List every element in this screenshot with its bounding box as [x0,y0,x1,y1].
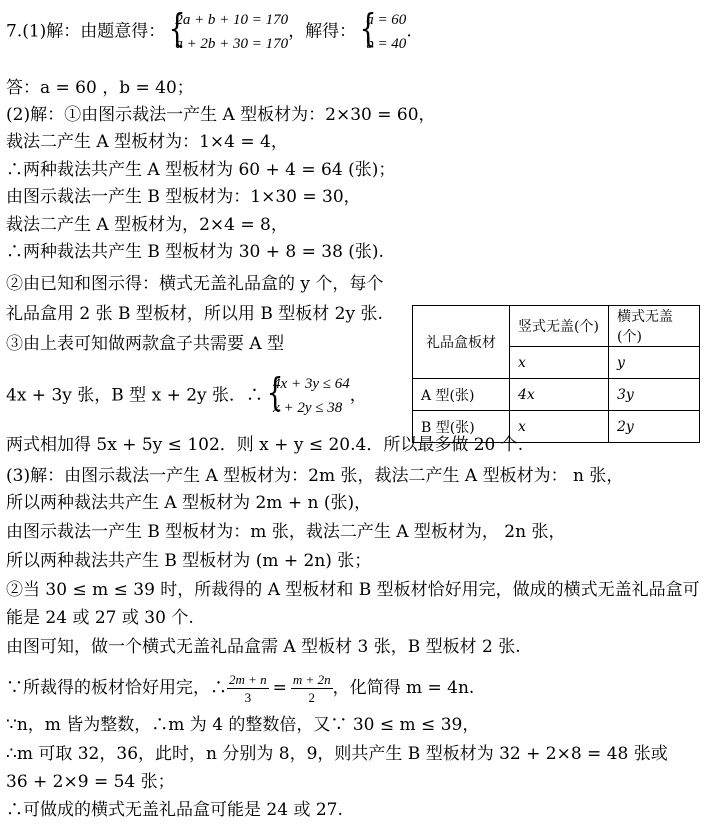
table-header-cell: 竖式无盖(个) [510,306,609,347]
line-1-text-a: 7.(1)解：由题意得： [6,21,166,42]
sys2-eq1: a = 60 [366,12,407,28]
line-24: 36 + 2×9 = 54 张； [6,772,175,792]
ineq-2: x + 2y ≤ 38 [273,400,343,416]
line-5: ∴两种裁法共产生 A 型板材为 60 + 4 = 64 (张)； [6,160,396,180]
table-cell: x [510,411,609,443]
line-13: 两式相加得 5x + 5y ≤ 102．则 x + y ≤ 20.4．所以最多做 20 个. [6,435,524,455]
line-15: 所以两种裁法共产生 A 型板材为 2m + n (张)， [6,493,372,513]
line-1 [6,8,412,56]
table-cell: 2y [609,411,700,443]
line-2: 答：a = 60 ，b = 40； [6,78,194,98]
equation-system-2: { a = 60 b = 40 [356,8,406,56]
table-cell: A 型(张) [413,379,510,411]
line-7: 裁法二产生 A 型板材为，2×4 = 8， [6,215,288,235]
table-header-cell: 横式无盖(个) [609,306,700,347]
line-21-text-a: ∵所裁得的板材恰好用完，∴ [6,678,227,698]
line-17: 所以两种裁法共产生 B 型板材为 (m + 2n) 张； [6,551,372,571]
table-cell: y [609,347,700,379]
sys1-eq2: a + 2b + 30 = 170 [175,36,289,52]
line-25: ∴可做成的横式无盖礼品盒可能是 24 或 27. [6,800,343,820]
line-12-text-a: 4x + 3y 张，B 型 x + 2y 张．∴ [6,385,264,406]
line-16: 由图示裁法一产生 B 型板材为：m 张，裁法二产生 A 型板材为， 2n 张， [6,522,566,542]
line-19: 能是 24 或 27 或 30 个. [6,608,194,628]
fraction-1-numerator: 2m + n [229,672,267,687]
fraction-2-numerator: m + 2n [292,672,331,687]
table-row [413,379,700,411]
line-6: 由图示裁法一产生 B 型板材为：1×30 = 30， [6,187,361,207]
gift-box-table [412,305,700,443]
line-12-comma: ， [349,385,367,406]
line-10: 礼品盒用 2 张 B 型板材，所以用 B 型板材 2y 张. [6,304,383,324]
line-21 [6,668,474,708]
line-3: (2)解：①由图示裁法一产生 A 型板材为：2×30 = 60， [6,105,436,125]
table-header-row [413,306,700,347]
line-9: ②由已知和图示得：横式无盖礼品盒的 y 个，每个 [6,274,384,294]
line-20: 由图可知，做一个横式无盖礼品盒需 A 型板材 3 张，B 型板材 2 张. [6,637,521,657]
table-cell: B 型(张) [413,411,510,443]
line-1-text-b: ，解得： [288,21,357,42]
line-21-text-b: ，化简得 m = 4n. [332,678,475,698]
fraction-1-denominator: 3 [244,690,252,705]
sys2-eq2: b = 40 [366,36,407,52]
sys1-eq1: 2a + b + 10 = 170 [175,12,289,28]
line-1-period: . [406,21,412,42]
table-cell: 3y [609,379,700,411]
line-8: ∴两种裁法共产生 B 型板材为 30 + 8 = 38 (张). [6,242,384,262]
equation-system-1: { 2a + b + 10 = 170 a + 2b + 30 = 170 [165,8,288,56]
fraction-2-denominator: 2 [308,690,315,705]
ineq-1: 4x + 3y ≤ 64 [273,376,350,392]
table-cell: 4x [510,379,609,411]
line-4: 裁法二产生 A 型板材为：1×4 = 4， [6,132,288,152]
fraction-2 [291,671,333,706]
equals-sign: = [272,678,287,698]
line-23: ∴m 可取 32，36，此时，n 分别为 8，9，则共产生 B 型板材为 32 + 2×8 = 48 张或 [6,744,668,764]
table-header-cell: 礼品盒板材 [413,306,510,379]
inequality-system: { 4x + 3y ≤ 64 x + 2y ≤ 38 [263,372,350,420]
line-22: ∵n，m 皆为整数，∴m 为 4 的整数倍，又∵ 30 ≤ m ≤ 39， [6,715,480,735]
line-14: (3)解：由图示裁法一产生 A 型板材为：2m 张，裁法二产生 A 型板材为： n 张， [6,466,624,486]
table-cell: x [510,347,609,379]
line-11: ③由上表可知做两款盒子共需要 A 型 [6,334,285,354]
fraction-1 [227,671,269,706]
line-18: ②当 30 ≤ m ≤ 39 时，所裁得的 A 型板材和 B 型板材恰好用完，做成的横式无盖礼品盒可 [6,580,700,600]
line-12 [6,372,367,420]
